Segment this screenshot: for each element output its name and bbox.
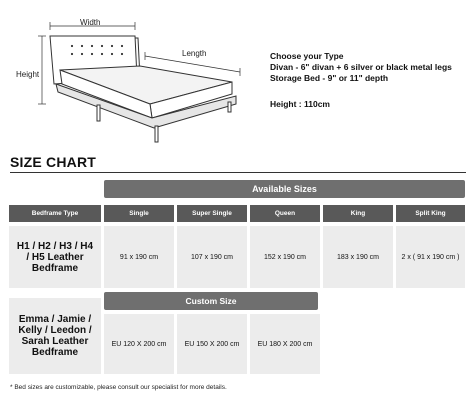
- height-label: Height: [16, 70, 40, 79]
- column-header-queen: Queen: [250, 205, 320, 222]
- row2-custom-cell-3: EU 180 X 200 cm: [250, 314, 320, 374]
- row1-single-cell: 91 x 190 cm: [104, 226, 174, 288]
- row1-bedframe-name: [9, 226, 101, 288]
- width-label: Width: [80, 18, 101, 27]
- column-header-type: Bedframe Type: [9, 205, 101, 222]
- storage-line: Storage Bed - 9" or 11" depth: [270, 73, 389, 83]
- row1-super-single-cell: 107 x 190 cm: [177, 226, 247, 288]
- row1-bedframe-name-text: H1 / H2 / H3 / H4 / H5 Leather Bedframe: [16, 240, 94, 274]
- row1-queen-cell: 152 x 190 cm: [250, 226, 320, 288]
- length-label: Length: [182, 49, 207, 58]
- height-line: Height : 110cm: [270, 99, 330, 109]
- column-header-single: Single: [104, 205, 174, 222]
- column-header-king: King: [323, 205, 393, 222]
- row2-custom-cell-2: EU 150 X 200 cm: [177, 314, 247, 374]
- row2-bedframe-name: [9, 298, 101, 374]
- type-heading: Choose your Type: [270, 51, 344, 61]
- available-sizes-header: Available Sizes: [104, 180, 465, 198]
- row1-split-king-cell: 2 x ( 91 x 190 cm ): [396, 226, 465, 288]
- column-header-super-single: Super Single: [177, 205, 247, 222]
- row2-bedframe-name-text: Emma / Jamie / Kelly / Leedon / Sarah Leather Bedframe: [18, 314, 92, 358]
- row1-king-cell: 183 x 190 cm: [323, 226, 393, 288]
- divan-line: Divan - 6" divan + 6 silver or black metal legs: [270, 62, 452, 72]
- column-header-split-king: Split King: [396, 205, 465, 222]
- custom-size-header: Custom Size: [104, 292, 318, 310]
- page-title: SIZE CHART: [10, 154, 96, 170]
- footnote: * Bed sizes are customizable, please consult our specialist for more details.: [10, 384, 227, 391]
- title-divider: [10, 172, 466, 173]
- row2-custom-cell-1: EU 120 X 200 cm: [104, 314, 174, 374]
